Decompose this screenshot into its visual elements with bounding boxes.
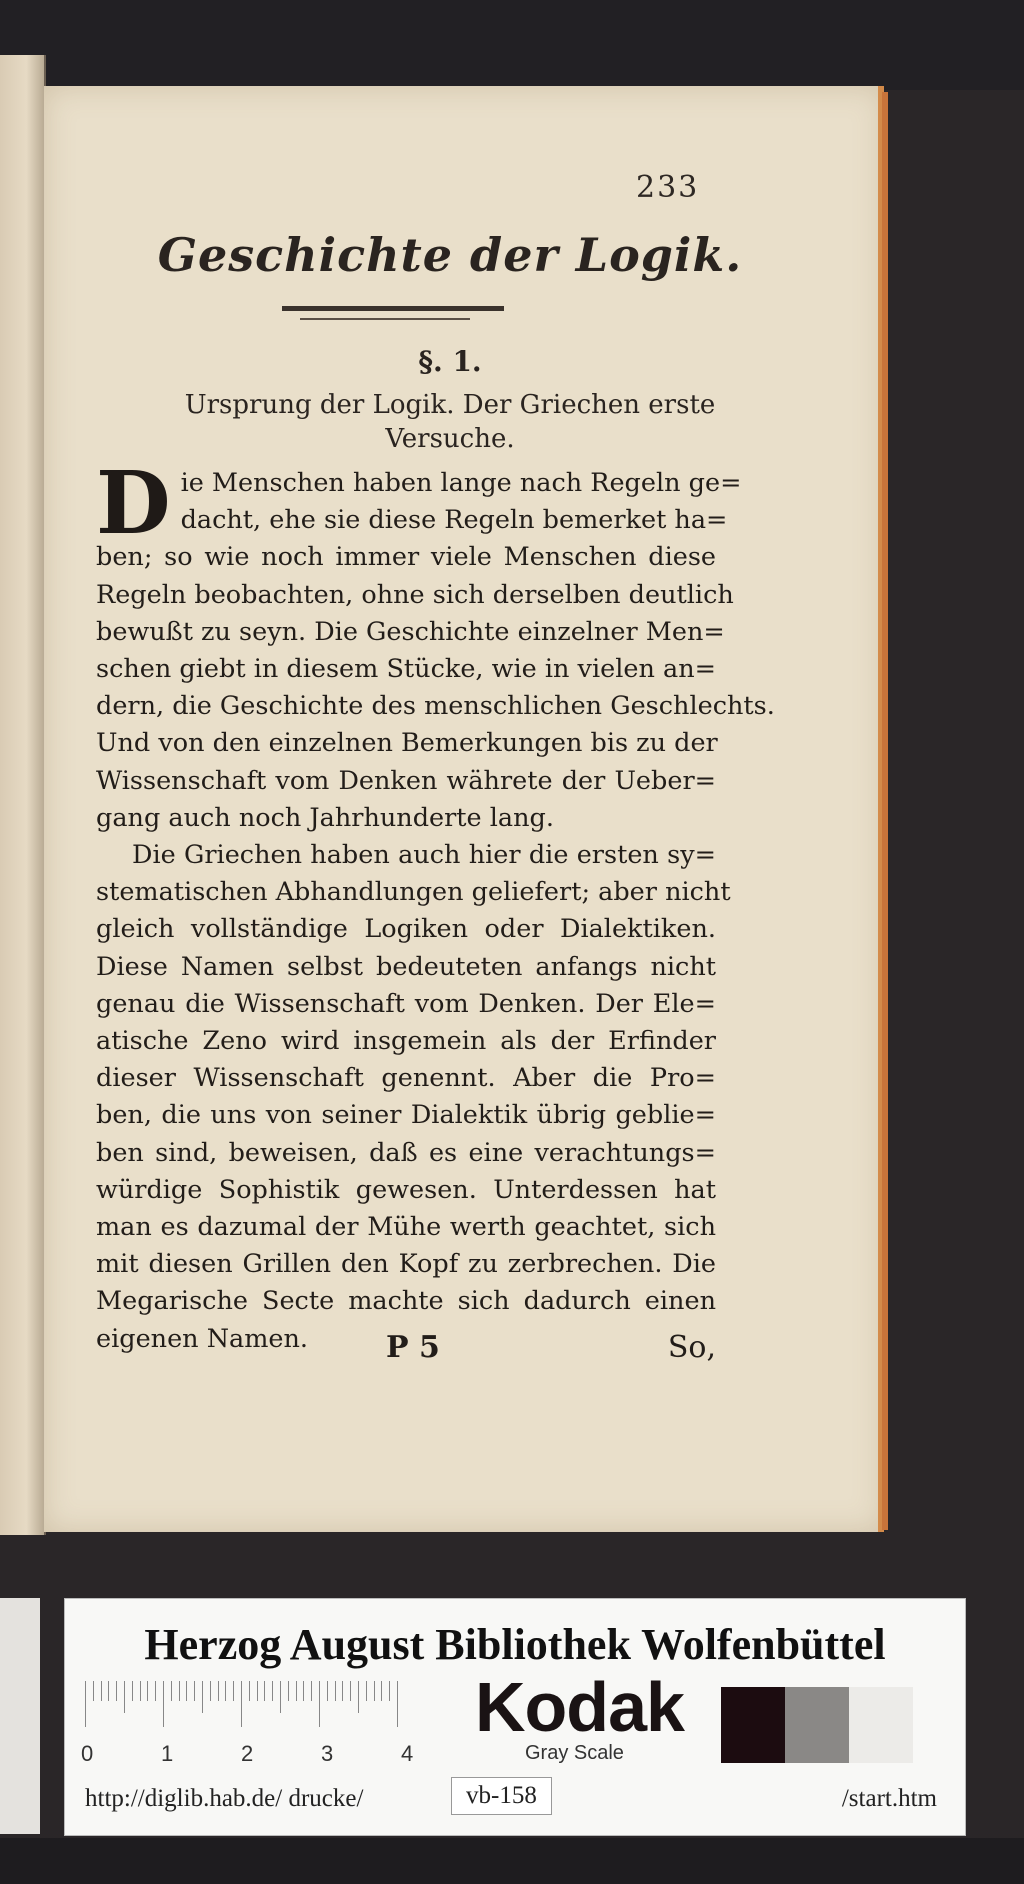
ruler-tick — [132, 1681, 133, 1701]
ruler-tick — [311, 1681, 312, 1701]
text-line: gleich vollständige Logiken oder Dialektiken. — [96, 914, 716, 945]
ruler-tick — [116, 1681, 117, 1701]
text-line: gang auch noch Jahrhunderte lang. — [96, 802, 554, 833]
ruler-tick — [108, 1681, 109, 1701]
text-line: dieser Wissenschaft genennt. Aber die Pro= — [96, 1063, 716, 1094]
library-name: Herzog August Bibliothek Wolfenbüttel — [144, 1620, 886, 1669]
ruler-tick — [319, 1681, 320, 1727]
ruler-tick — [374, 1681, 375, 1701]
text-line: Und von den einzelnen Bemerkungen bis zu der — [96, 728, 718, 759]
title-rule-thin — [300, 318, 470, 320]
ruler-tick — [140, 1681, 141, 1701]
text-line: ie Menschen haben lange nach Regeln ge= — [180, 468, 742, 498]
ruler-tick — [397, 1681, 398, 1727]
body-text — [96, 453, 775, 1358]
scan-margin — [0, 1598, 40, 1834]
library-color-strip — [64, 1598, 966, 1836]
ruler-tick — [171, 1681, 172, 1701]
drop-cap: D — [96, 453, 171, 554]
signature-mark: P 5 — [386, 1330, 440, 1365]
ruler-tick — [241, 1681, 242, 1727]
text-line: ben; so wie noch immer viele Menschen diese — [96, 542, 716, 573]
ruler-tick — [186, 1681, 187, 1701]
ruler-tick — [280, 1681, 281, 1713]
text-line: Regeln beobachten, ohne sich derselben deutlich — [96, 579, 734, 610]
url-prefix[interactable]: http://diglib.hab.de/ drucke/ — [85, 1785, 364, 1812]
ruler-tick — [85, 1681, 86, 1727]
scan-background-bottom — [0, 1838, 1024, 1884]
catchword: So, — [667, 1330, 716, 1365]
title-rule — [282, 306, 504, 311]
text-line: dern, die Geschichte des menschlichen Geschlechts. — [96, 691, 775, 722]
ruler-tick — [303, 1681, 304, 1701]
section-number: §. 1. — [418, 345, 482, 378]
paragraph-2 — [96, 837, 731, 1358]
paragraph-1 — [96, 453, 775, 837]
ruler-tick — [264, 1681, 265, 1701]
ruler-number: 2 — [241, 1741, 254, 1766]
ruler-tick — [327, 1681, 328, 1701]
text-line: atische Zeno wird insgemein als der Erfinder — [96, 1026, 716, 1057]
text-line: Die Griechen haben auch hier die ersten sy= — [132, 840, 716, 871]
text-line: eigenen Namen. — [96, 1323, 309, 1354]
ruler-tick — [194, 1681, 195, 1701]
ruler-tick — [124, 1681, 125, 1713]
section-heading — [140, 388, 760, 456]
ruler-tick — [335, 1681, 336, 1701]
ruler-tick — [225, 1681, 226, 1701]
page-edge — [882, 92, 888, 1530]
scan-background-top — [0, 0, 1024, 90]
text-line: man es dazumal der Mühe werth geachtet, sich — [96, 1212, 716, 1243]
text-line: ben sind, beweisen, daß es eine verachtungs= — [96, 1137, 716, 1168]
text-line: dacht, ehe sie diese Regeln bemerket ha= — [180, 505, 728, 536]
chapter-title: Geschichte der Logik. — [157, 228, 743, 282]
gray-swatch-mid — [785, 1687, 849, 1763]
text-line: Diese Namen selbst bedeuteten anfangs nicht — [96, 951, 716, 982]
text-line: bewußt zu seyn. Die Geschichte einzelner Men= — [96, 616, 725, 647]
ruler-tick — [179, 1681, 180, 1701]
ruler-tick — [101, 1681, 102, 1701]
gray-swatch-black — [721, 1687, 785, 1763]
ruler-tick — [163, 1681, 164, 1727]
ruler-tick — [210, 1681, 211, 1701]
ruler-numbers — [81, 1741, 501, 1771]
shelfmark: vb-158 — [451, 1777, 552, 1815]
ruler-number: 0 — [81, 1741, 94, 1766]
ruler-tick — [147, 1681, 148, 1701]
gray-scale-label: Gray Scale — [525, 1742, 624, 1764]
ruler-number: 3 — [321, 1741, 334, 1766]
text-line: schen giebt in diesem Stücke, wie in vielen an= — [96, 654, 716, 685]
ruler-tick — [288, 1681, 289, 1701]
section-heading-line: Versuche. — [385, 424, 515, 454]
text-line: Megarische Secte machte sich dadurch einen — [96, 1286, 716, 1317]
text-line: mit diesen Grillen den Kopf zu zerbrechen. Die — [96, 1249, 716, 1280]
ruler-number: 1 — [161, 1741, 174, 1766]
ruler-tick — [257, 1681, 258, 1701]
ruler-tick — [155, 1681, 156, 1701]
ruler-tick — [350, 1681, 351, 1701]
ruler-tick — [249, 1681, 250, 1701]
text-line: würdige Sophistik gewesen. Unterdessen hat — [96, 1174, 716, 1205]
section-heading-line: Ursprung der Logik. Der Griechen erste — [184, 390, 716, 420]
text-line: genau die Wissenschaft vom Denken. Der Ele= — [96, 988, 716, 1019]
kodak-logo: Kodak — [475, 1668, 684, 1746]
ruler-number: 4 — [401, 1741, 414, 1766]
text-line: stematischen Abhandlungen geliefert; aber nicht — [96, 877, 731, 908]
ruler-tick — [366, 1681, 367, 1701]
gray-swatch-white — [849, 1687, 913, 1763]
ruler-tick — [342, 1681, 343, 1701]
page-number: 233 — [636, 170, 700, 205]
text-line: Wissenschaft vom Denken währete der Ueber= — [96, 765, 716, 796]
url-suffix[interactable]: /start.htm — [841, 1785, 937, 1812]
ruler-scale — [85, 1681, 475, 1731]
ruler-tick — [272, 1681, 273, 1701]
ruler-tick — [381, 1681, 382, 1701]
ruler-tick — [296, 1681, 297, 1701]
ruler-tick — [218, 1681, 219, 1701]
text-line: ben, die uns von seiner Dialektik übrig geblie= — [96, 1100, 716, 1131]
page-footer — [96, 1330, 716, 1370]
ruler-tick — [389, 1681, 390, 1701]
ruler-tick — [233, 1681, 234, 1701]
ruler-tick — [202, 1681, 203, 1713]
facing-page-edge — [0, 55, 46, 1535]
ruler-tick — [93, 1681, 94, 1701]
ruler-tick — [358, 1681, 359, 1713]
